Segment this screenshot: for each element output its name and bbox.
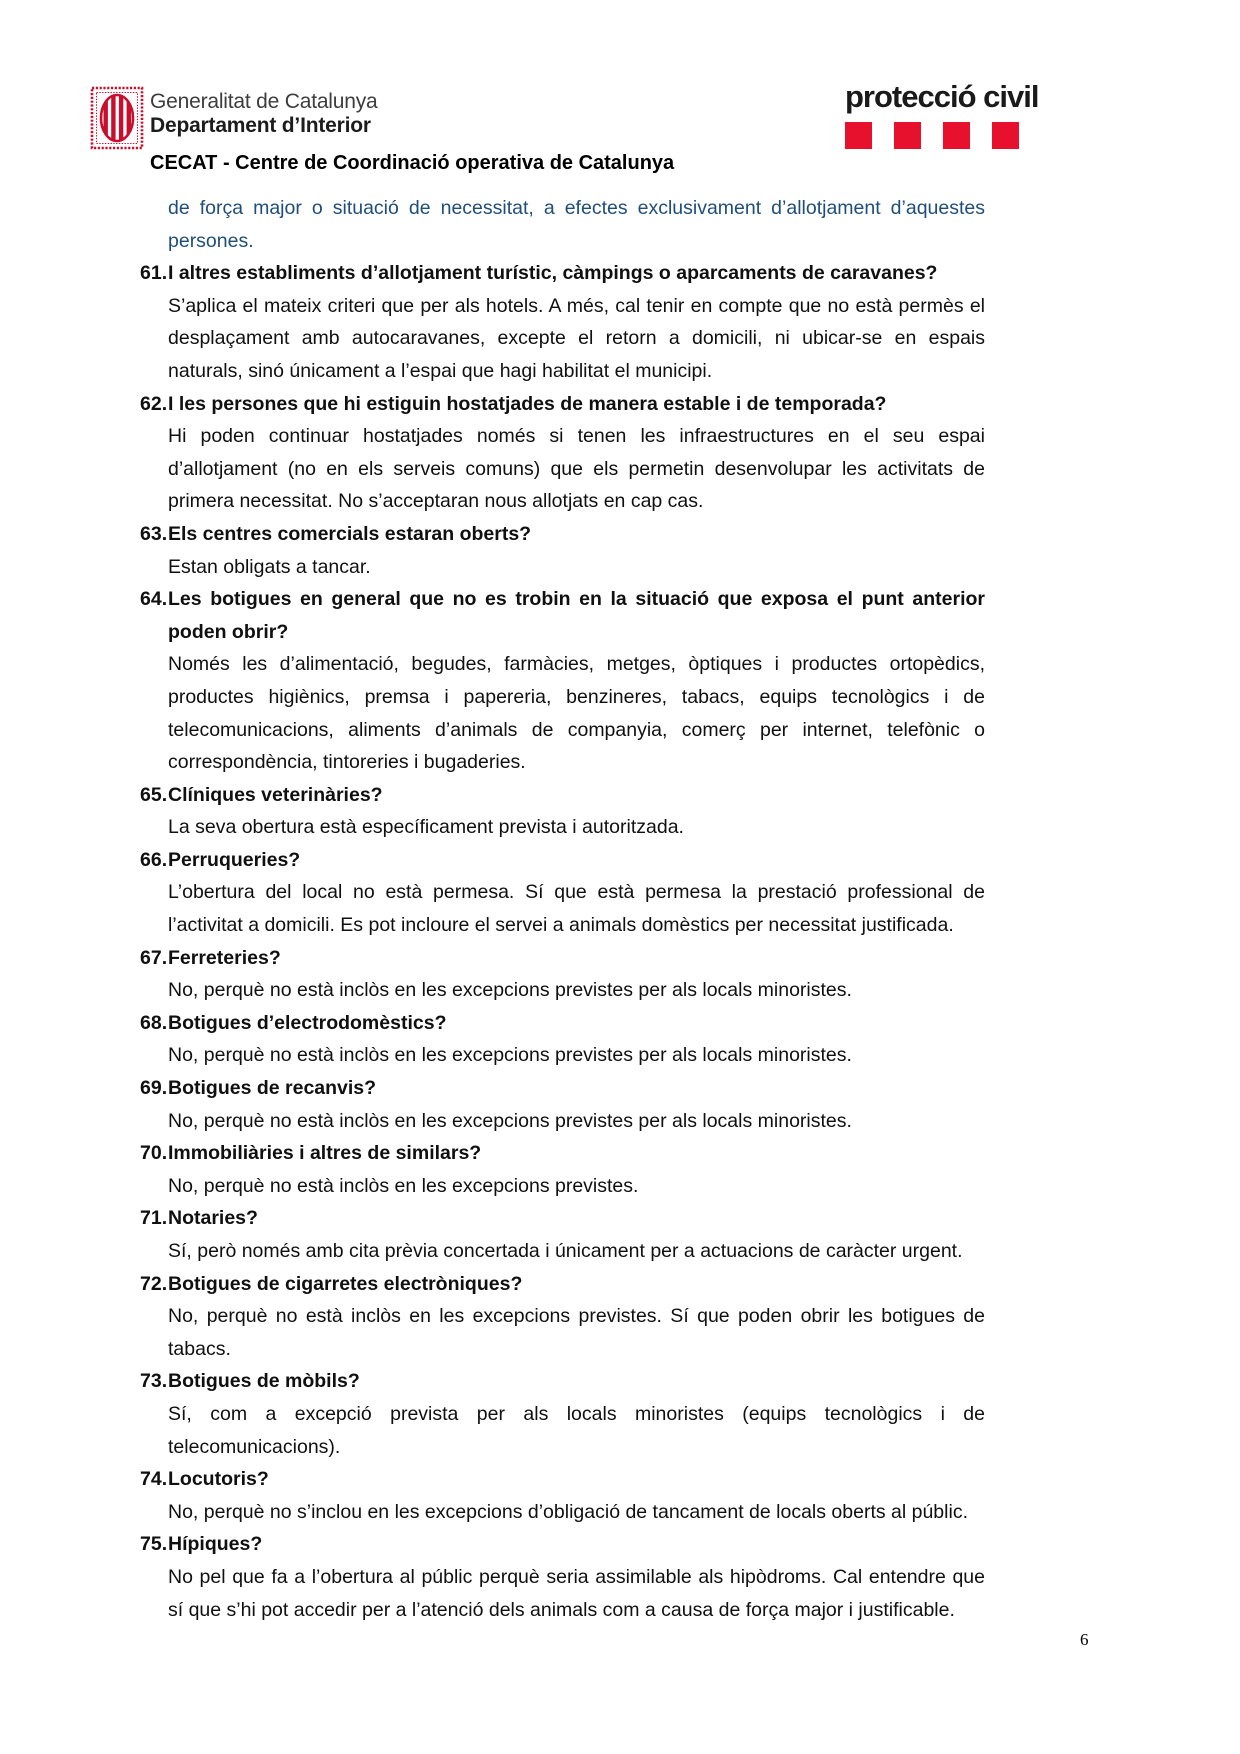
- answer-71: Sí, però només amb cita prèvia concertada i únicament per a actuacions de caràcter urgent.: [168, 1240, 963, 1262]
- question-65: [140, 779, 985, 812]
- generalitat-logo-icon: [90, 86, 144, 150]
- continued-paragraph: de força major o situació de necessitat, a efectes exclusivament d’allotjament d’aquestes persones.: [168, 197, 985, 252]
- question-73: [140, 1365, 985, 1398]
- question-number: 61.: [140, 262, 168, 285]
- question-66: [140, 844, 985, 877]
- question-text: Immobiliàries i altres de similars?: [168, 1142, 482, 1165]
- question-text: Perruqueries?: [168, 848, 301, 871]
- answer-62: Hi poden continuar hostatjades només si tenen les infraestructures en el seu espai d’allotjament (no en els serveis comuns) que els permetin desenvolupar les activitats de primera necessitat. No s’acceptaran nous allotjats en cap cas.: [168, 425, 985, 513]
- question-text: Les botigues en general que no es trobin en la situació que exposa el punt anterior poden obrir?: [168, 588, 985, 643]
- question-number: 71.: [140, 1207, 168, 1230]
- question-71: [140, 1202, 985, 1235]
- question-number: 66.: [140, 848, 168, 871]
- proteccio-civil-logo: [845, 80, 1105, 149]
- answer-65: La seva obertura està específicament prevista i autoritzada.: [168, 816, 684, 839]
- question-number: 67.: [140, 946, 168, 969]
- question-text: Ferreteries?: [168, 946, 281, 969]
- answer-63: Estan obligats a tancar.: [168, 555, 371, 578]
- question-number: 68.: [140, 1011, 168, 1034]
- answer-73: Sí, com a excepció prevista per als locals minoristes (equips tecnològics i de telecomunicacions).: [168, 1402, 985, 1458]
- red-square-icon: [894, 122, 921, 149]
- generalitat-line2: Departament d’Interior: [150, 114, 371, 137]
- answer-72: No, perquè no està inclòs en les excepcions previstes. Sí que poden obrir les botigues de tabacs.: [168, 1305, 985, 1360]
- question-number: 63.: [140, 522, 168, 545]
- question-text: Botigues de recanvis?: [168, 1077, 377, 1100]
- question-61: [140, 257, 985, 290]
- answer-69: No, perquè no està inclòs en les excepcions previstes per als locals minoristes.: [168, 1109, 852, 1132]
- answer-68: No, perquè no està inclòs en les excepcions previstes per als locals minoristes.: [168, 1044, 852, 1067]
- question-number: 72.: [140, 1272, 168, 1295]
- generalitat-line1: Generalitat de Catalunya: [150, 90, 378, 113]
- answer-75: No pel que fa a l’obertura al públic perquè seria assimilable als hipòdroms. Cal entendre que sí que s’hi pot accedir per a l’atenció dels animals com a causa de força major i justificable.: [168, 1565, 985, 1621]
- question-64: [140, 583, 985, 648]
- question-74: [140, 1463, 985, 1496]
- question-text: Botigues d’electrodomèstics?: [168, 1011, 447, 1034]
- question-75: [140, 1528, 985, 1561]
- question-62: [140, 388, 985, 421]
- question-text: Botigues de mòbils?: [168, 1370, 360, 1393]
- proteccio-civil-squares-icon: [845, 122, 1105, 149]
- question-63: [140, 518, 985, 551]
- faq-list: [140, 192, 985, 1626]
- question-number: 65.: [140, 783, 168, 806]
- question-number: 69.: [140, 1077, 168, 1100]
- question-number: 70.: [140, 1142, 168, 1165]
- question-70: [140, 1137, 985, 1170]
- question-number: 62.: [140, 392, 168, 415]
- question-text: I les persones que hi estiguin hostatjades de manera estable i de temporada?: [168, 392, 887, 415]
- answer-67: No, perquè no està inclòs en les excepcions previstes per als locals minoristes.: [168, 979, 852, 1002]
- question-68: [140, 1007, 985, 1040]
- question-number: 73.: [140, 1370, 168, 1393]
- answer-70: No, perquè no està inclòs en les excepcions previstes.: [168, 1174, 639, 1197]
- page-title: CECAT - Centre de Coordinació operativa de Catalunya: [150, 152, 675, 174]
- answer-61: S’aplica el mateix criteri que per als hotels. A més, cal tenir en compte que no està permès el desplaçament amb autocaravanes, excepte el retorn a domicili, ni ubicar-se en espais naturals, sinó únicament a l’espai que hagi habilitat el municipi.: [168, 294, 985, 382]
- proteccio-civil-wordmark: protecció civil: [845, 79, 1039, 114]
- red-square-icon: [845, 122, 872, 149]
- question-text: Locutoris?: [168, 1468, 269, 1491]
- question-text: I altres establiments d’allotjament turístic, càmpings o aparcaments de caravanes?: [168, 262, 938, 285]
- question-69: [140, 1072, 985, 1105]
- question-number: 75.: [140, 1533, 168, 1556]
- question-number: 74.: [140, 1468, 168, 1491]
- question-72: [140, 1268, 985, 1301]
- answer-66: L’obertura del local no està permesa. Sí que està permesa la prestació professional de l’activitat a domicili. Es pot incloure el servei a animals domèstics per necessitat justificada.: [168, 881, 985, 937]
- red-square-icon: [992, 122, 1019, 149]
- answer-74: No, perquè no s’inclou en les excepcions d’obligació de tancament de locals oberts al públic.: [168, 1500, 968, 1523]
- red-square-icon: [943, 122, 970, 149]
- question-text: Notaries?: [168, 1207, 258, 1230]
- question-number: 64.: [140, 588, 168, 611]
- generalitat-wordmark: [150, 90, 378, 138]
- question-text: Hípiques?: [168, 1533, 263, 1556]
- answer-64: Només les d’alimentació, begudes, farmàcies, metges, òptiques i productes ortopèdics, productes higiènics, premsa i papereria, benzineres, tabacs, equips tecnològics i de telecomunicacions, aliments d’animals de companyia, comerç per internet, telefònic o correspondència, tintoreries i bugaderies.: [168, 653, 985, 774]
- question-67: [140, 942, 985, 975]
- question-text: Clíniques veterinàries?: [168, 783, 383, 806]
- question-text: Botigues de cigarretes electròniques?: [168, 1272, 523, 1295]
- question-text: Els centres comercials estaran oberts?: [168, 522, 532, 545]
- page-number: 6: [1080, 1630, 1089, 1649]
